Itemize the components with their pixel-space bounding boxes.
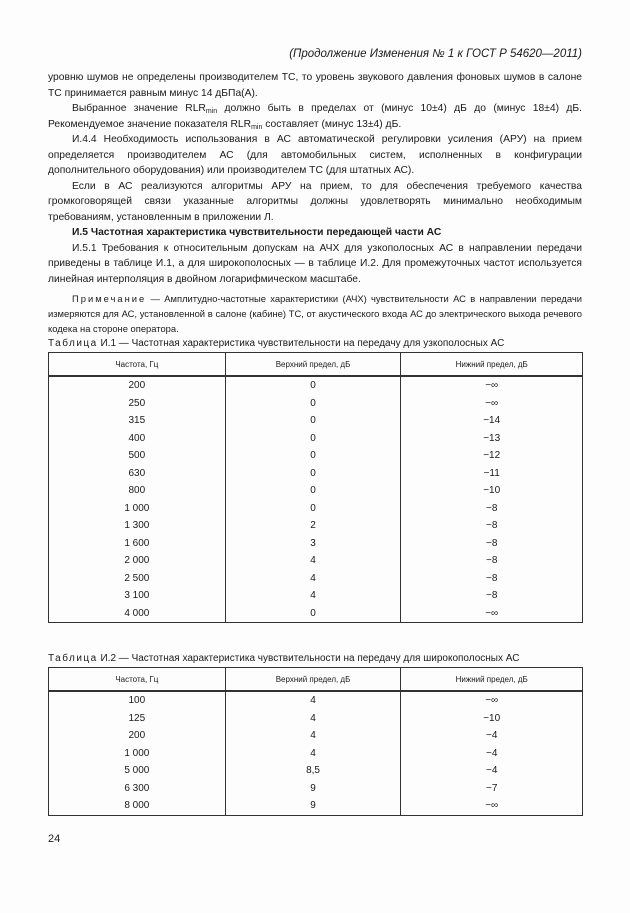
rlr-text-b: должно быть в пределах от (минус 10±4) дБ до (минус 18±4) дБ. Рекомендуемое значение показателя RLR (48, 103, 582, 130)
upper-limit-cell: 4 (225, 745, 401, 763)
page-number: 24 (48, 833, 61, 845)
lower-limit-cell: −13 (401, 430, 583, 448)
paragraph-1: уровню шумов не определены производителем ТС, то уровень звукового давления фоновых шумов в салоне ТС принимается равным минус 14 дБПа(А). (48, 72, 582, 99)
table-row (49, 745, 583, 763)
frequency-cell: 2 000 (49, 552, 226, 570)
upper-limit-cell: 0 (225, 500, 401, 518)
table-row (49, 430, 583, 448)
table1-caption (48, 338, 504, 349)
section-heading: И.5 Частотная характеристика чувствительности передающей части АС (72, 227, 442, 238)
lower-limit-cell: −∞ (401, 395, 583, 413)
lower-limit-cell: −∞ (401, 605, 583, 623)
table1-caption-label: Таблица (48, 338, 98, 349)
frequency-cell: 3 100 (49, 587, 226, 605)
upper-limit-cell: 0 (225, 430, 401, 448)
paragraph-aru-algorithms: Если в АС реализуются алгоритмы АРУ на прием, то для обеспечения требуемого качества громкоговорящей связи указанные алгоритмы должны удовлетворять минимально необходимым требованиям, установленным в приложении Л. (48, 180, 582, 223)
upper-limit-cell: 9 (225, 780, 401, 798)
table1-header-frequency: Частота, Гц (49, 353, 226, 377)
lower-limit-cell: −12 (401, 447, 583, 465)
table-row (49, 412, 583, 430)
body-text (48, 70, 582, 336)
frequency-cell: 400 (49, 430, 226, 448)
table2-caption-text: И.2 — Частотная характеристика чувствительности на передачу для широкополосных АС (97, 653, 520, 664)
table1-header-row (49, 353, 583, 377)
table-row (49, 447, 583, 465)
lower-limit-cell: −8 (401, 517, 583, 535)
frequency-cell: 5 000 (49, 762, 226, 780)
table1-caption-text: И.1 — Частотная характеристика чувствительности на передачу для узкополосных АС (97, 338, 505, 349)
table2-header-upper: Верхний предел, дБ (225, 668, 401, 692)
upper-limit-cell: 4 (225, 552, 401, 570)
frequency-cell: 500 (49, 447, 226, 465)
table1-header-upper: Верхний предел, дБ (225, 353, 401, 377)
table-row (49, 691, 583, 710)
rlr-subscript-2: min (251, 123, 263, 131)
lower-limit-cell: −8 (401, 587, 583, 605)
lower-limit-cell: −14 (401, 412, 583, 430)
table-row (49, 587, 583, 605)
frequency-cell: 1 000 (49, 500, 226, 518)
lower-limit-cell: −8 (401, 570, 583, 588)
upper-limit-cell: 3 (225, 535, 401, 553)
paragraph-rlr (48, 101, 582, 132)
upper-limit-cell: 4 (225, 587, 401, 605)
paragraph-aru: И.4.4 Необходимость использования в АС автоматической регулировки усиления (АРУ) на прием определяется производителем АС (для автомобильных систем, исполненных в конфигурации дополнительного оборудования) или производителем ТС (для штатных АС). (48, 134, 582, 176)
table-row (49, 552, 583, 570)
frequency-cell: 2 500 (49, 570, 226, 588)
rlr-text-a: Выбранное значение RLR (72, 103, 206, 114)
lower-limit-cell: −∞ (401, 376, 583, 395)
table-row (49, 395, 583, 413)
lower-limit-cell: −∞ (401, 691, 583, 710)
upper-limit-cell: 0 (225, 412, 401, 430)
upper-limit-cell: 4 (225, 727, 401, 745)
upper-limit-cell: 4 (225, 691, 401, 710)
table2-header-row (49, 668, 583, 692)
note (48, 291, 582, 336)
frequency-cell: 800 (49, 482, 226, 500)
frequency-cell: 6 300 (49, 780, 226, 798)
upper-limit-cell: 8,5 (225, 762, 401, 780)
table2-header-lower: Нижний предел, дБ (401, 668, 583, 692)
table1-header-lower: Нижний предел, дБ (401, 353, 583, 377)
lower-limit-cell: −10 (401, 482, 583, 500)
upper-limit-cell: 2 (225, 517, 401, 535)
frequency-cell: 4 000 (49, 605, 226, 623)
table-narrowband (48, 352, 583, 623)
paragraph-requirements: И.5.1 Требования к относительным допускам на АЧХ для узкополосных АС в направлении передачи приведены в таблице И.1, а для широкополосных — в таблице И.2. Для промежуточных частот используется линейная интерполяция в двойном логарифмическом масштабе. (48, 242, 582, 285)
lower-limit-cell: −8 (401, 552, 583, 570)
table-row (49, 710, 583, 728)
table-row (49, 482, 583, 500)
running-header: (Продолжение Изменения № 1 к ГОСТ Р 54620—2011) (289, 48, 582, 60)
table-row (49, 605, 583, 623)
frequency-cell: 125 (49, 710, 226, 728)
upper-limit-cell: 0 (225, 395, 401, 413)
table-row (49, 535, 583, 553)
note-label: Примечание (72, 293, 147, 304)
table-row (49, 465, 583, 483)
frequency-cell: 315 (49, 412, 226, 430)
upper-limit-cell: 9 (225, 797, 401, 815)
lower-limit-cell: −4 (401, 745, 583, 763)
table-row (49, 762, 583, 780)
table2-caption-label: Таблица (48, 653, 98, 664)
table-row (49, 780, 583, 798)
upper-limit-cell: 4 (225, 710, 401, 728)
table-wideband (48, 667, 583, 816)
rlr-text-c: составляет (минус 13±4) дБ. (262, 118, 402, 130)
note-text: — Амплитудно-частотные характеристики (АЧХ) чувствительности АС в направлении передачи измеряются для АС, установленной в салоне (кабине) ТС, от акустического входа АС до электрического выхода речевого кодека на стороне оператора. (48, 293, 582, 334)
upper-limit-cell: 0 (225, 605, 401, 623)
upper-limit-cell: 0 (225, 465, 401, 483)
lower-limit-cell: −7 (401, 780, 583, 798)
rlr-subscript: min (205, 108, 218, 115)
lower-limit-cell: −11 (401, 465, 583, 483)
upper-limit-cell: 0 (225, 447, 401, 465)
table-row (49, 727, 583, 745)
lower-limit-cell: −∞ (401, 797, 583, 815)
frequency-cell: 100 (49, 691, 226, 710)
table2-caption (48, 653, 519, 664)
frequency-cell: 200 (49, 727, 226, 745)
table-row (49, 376, 583, 395)
upper-limit-cell: 0 (225, 376, 401, 395)
lower-limit-cell: −10 (401, 710, 583, 728)
lower-limit-cell: −4 (401, 762, 583, 780)
table-row (49, 500, 583, 518)
frequency-cell: 250 (49, 395, 226, 413)
lower-limit-cell: −8 (401, 535, 583, 553)
frequency-cell: 1 600 (49, 535, 226, 553)
frequency-cell: 1 000 (49, 745, 226, 763)
frequency-cell: 1 300 (49, 517, 226, 535)
lower-limit-cell: −8 (401, 500, 583, 518)
frequency-cell: 630 (49, 465, 226, 483)
table2-header-frequency: Частота, Гц (49, 668, 226, 692)
table-row (49, 797, 583, 815)
lower-limit-cell: −4 (401, 727, 583, 745)
upper-limit-cell: 0 (225, 482, 401, 500)
upper-limit-cell: 4 (225, 570, 401, 588)
table-row (49, 517, 583, 535)
frequency-cell: 200 (49, 376, 226, 395)
table-row (49, 570, 583, 588)
frequency-cell: 8 000 (49, 797, 226, 815)
